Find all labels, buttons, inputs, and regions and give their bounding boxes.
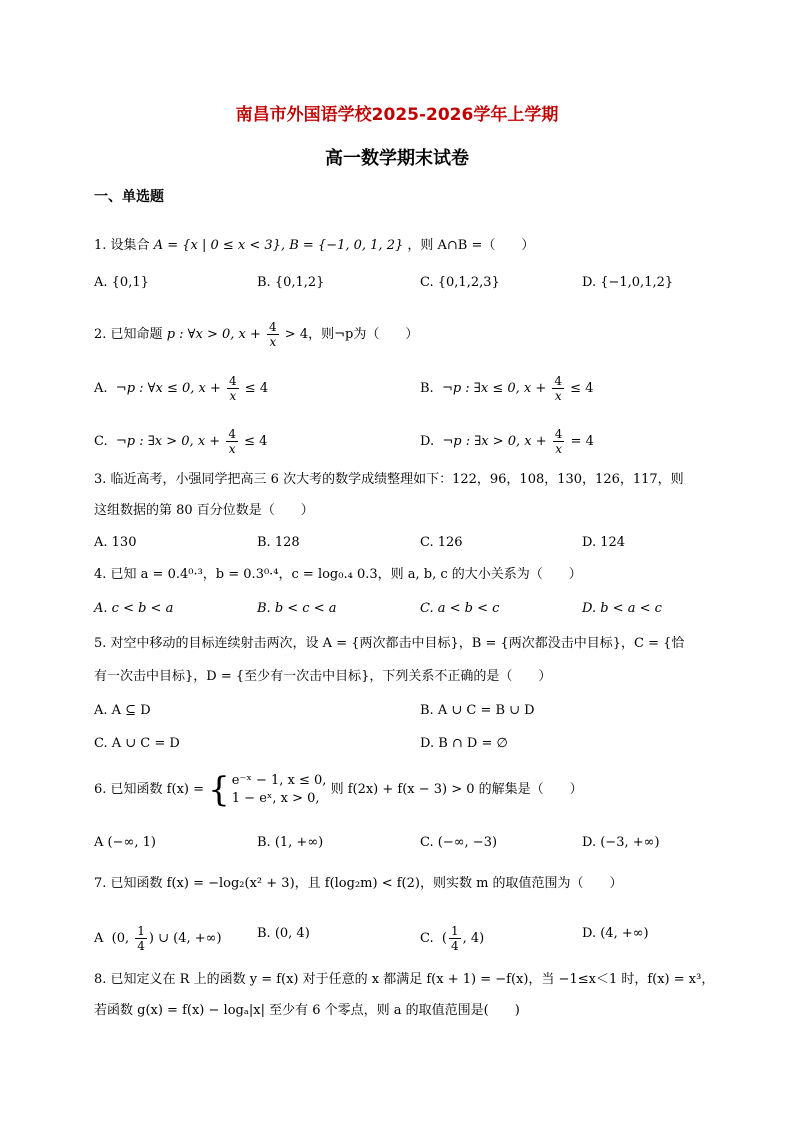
question-text-suffix: ，则 A∩B =（ ） [407,238,535,253]
q7-option-b: B. (0, 4) [257,926,310,941]
q1-option-d: D. {−1,0,1,2} [582,275,674,290]
q1-option-c: C. {0,1,2,3} [420,275,500,290]
question-3-line-1: 3. 临近高考，小强同学把高三 6 次大考的数学成绩整理如下：122，96，108，130，126，117，则 [94,472,684,487]
question-number: 2. [94,327,107,342]
q1-option-b: B. {0,1,2} [257,275,325,290]
question-text-suffix: > 4，则¬p为（ ） [280,327,419,342]
q6-option-c: C. (−∞, −3) [420,835,498,850]
q3-option-d: D. 124 [582,535,626,550]
q7-option-d: D. (4, +∞) [582,926,649,941]
question-number: 1. [94,238,107,253]
q3-option-a: A. 130 [94,535,137,550]
question-text: 已知函数 f(x) = [110,782,209,797]
q2-option-d: D. ¬p : ∃x > 0, x + $\frac{4}{x}$ = 4 [420,427,594,456]
question-6 [94,770,583,810]
q6-option-b: B. (1, +∞) [257,835,324,850]
q5-option-d: D. B ∩ D = ∅ [420,736,508,751]
question-3-line-2: 这组数据的第 80 百分位数是（ ） [94,503,314,518]
q7-option-a: A (0, $\frac{1}{4}$ ) ∪ (4, +∞) [94,924,222,953]
section-heading-single-choice: 一、单选题 [94,189,164,205]
q6-option-a: A (−∞, 1) [94,835,156,850]
question-text: 已知命题 [110,327,163,342]
question-8-line-1: 8. 已知定义在 R 上的函数 y = f(x) 对于任意的 x 都满足 f(x + 1) = −f(x)，当 −1≤x＜1 时，f(x) = x³， [94,972,715,987]
q2-option-a: A. ¬p : ∀x ≤ 0, x + $\frac{4}{x}$ ≤ 4 [94,374,269,403]
q5-option-a: A. A ⊆ D [94,703,151,718]
question-7: 7. 已知函数 f(x) = −log₂(x² + 3)，且 f(log₂m) < f(2)，则实数 m 的取值范围为（ ） [94,876,623,891]
question-5-line-1: 5. 对空中移动的目标连续射击两次，设 A = {两次都击中目标}，B = {两次都没击中目标}，C = {恰 [94,636,685,651]
question-text: 设集合 [110,238,150,253]
piecewise-cases: e⁻ˣ − 1, x ≤ 0, 1 − eˣ, x > 0, [231,772,327,806]
question-text-suffix: 则 f(2x) + f(x − 3) > 0 的解集是（ ） [330,782,583,797]
q5-option-c: C. A ∪ C = D [94,736,180,751]
q4-option-a: A. c < b < a [94,601,174,616]
question-number: 6. [94,782,107,797]
question-8-line-2: 若函数 g(x) = f(x) − logₐ|x| 至少有 6 个零点，则 a 的取值范围是( ) [94,1003,520,1018]
q4-option-d: D. b < a < c [582,601,662,616]
question-2 [94,320,418,349]
fraction: $\frac{4}{x}$ [269,320,277,349]
set-definition: A = {x | 0 ≤ x < 3}, B = {−1, 0, 1, 2} [153,238,404,253]
exam-title: 高一数学期末试卷 [325,148,469,169]
question-1 [94,236,534,256]
q6-option-d: D. (−3, +∞) [582,835,660,850]
piecewise-brace: { [208,769,230,810]
q5-option-b: B. A ∪ C = B ∪ D [420,703,535,718]
school-title: 南昌市外国语学校2025-2026学年上学期 [235,105,559,125]
question-5-line-2: 有一次击中目标}，D = {至少有一次击中目标}，下列关系不正确的是（ ） [94,669,552,684]
question-4: 4. 已知 a = 0.4⁰·³，b = 0.3⁰·⁴，c = log₀.₄ 0.3，则 a, b, c 的大小关系为（ ） [94,567,582,582]
q4-option-b: B. b < c < a [257,601,337,616]
q2-option-b: B. ¬p : ∃x ≤ 0, x + $\frac{4}{x}$ ≤ 4 [420,374,594,403]
q4-option-c: C. a < b < c [420,601,500,616]
proposition: p : ∀x > 0, x + [166,327,266,342]
q3-option-b: B. 128 [257,535,300,550]
q7-option-c: C. ( $\frac{1}{4}$ , 4) [420,924,485,953]
q1-option-a: A. {0,1} [94,275,149,290]
q2-option-c: C. ¬p : ∃x > 0, x + $\frac{4}{x}$ ≤ 4 [94,427,268,456]
q3-option-c: C. 126 [420,535,463,550]
